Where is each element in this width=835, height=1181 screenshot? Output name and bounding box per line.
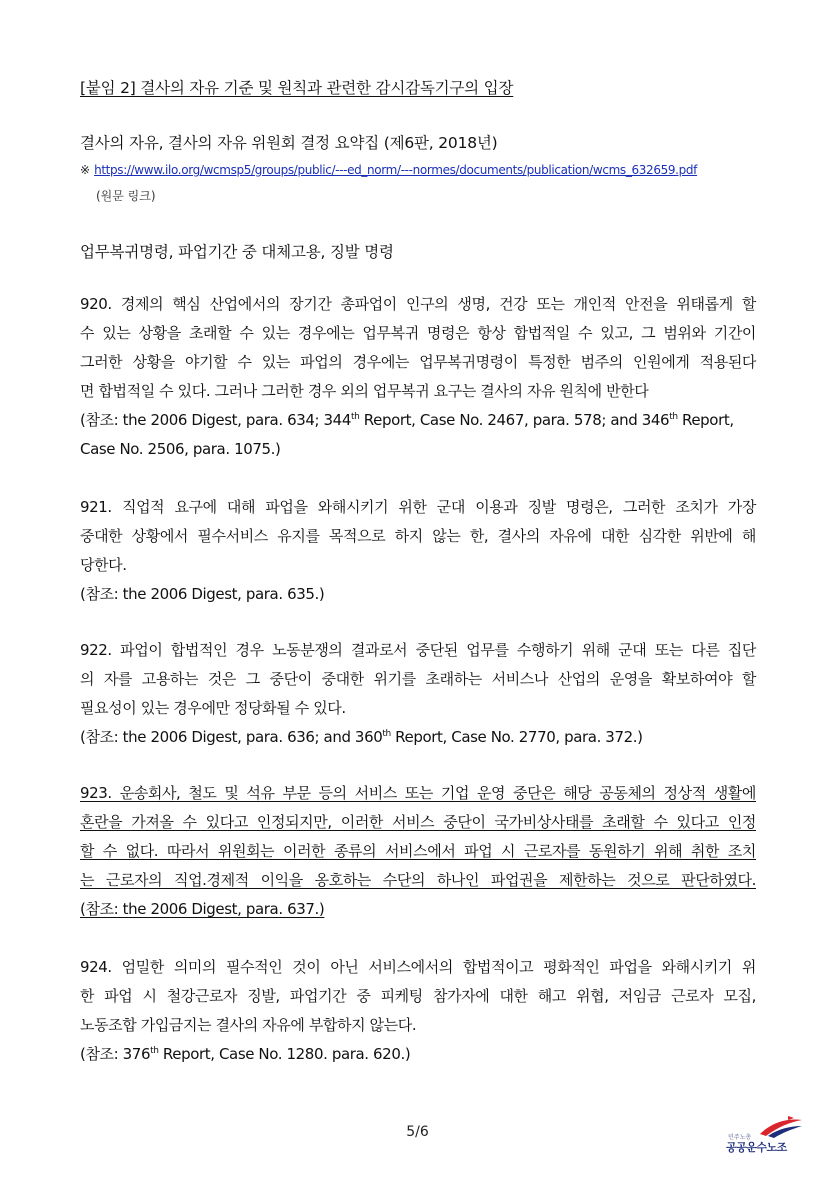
paragraph-line: 924. 엄밀한 의미의 필수적인 것이 아닌 서비스에서의 합법적이고 평화적인 파업을 와해시키기 위: [80, 958, 756, 976]
reference-citation: (참조: 376th Report, Case No. 1280. para. 620.): [80, 1045, 411, 1063]
reference-citation: (참조: the 2006 Digest, para. 637.): [80, 900, 325, 918]
logo-main-text: 공공운수노조: [726, 1141, 787, 1154]
paragraph-line: 면 합법적일 수 있다. 그러나 그러한 경우 외의 업무복귀 요구는 결사의 자유 원칙에 반한다: [80, 382, 649, 400]
union-logo: [722, 1112, 806, 1156]
section-title: 업무복귀명령, 파업기간 중 대체고용, 징발 명령: [80, 243, 394, 261]
paragraph-line: 할 수 없다. 따라서 위원회는 이러한 종류의 서비스에서 파업 시 근로자를 동원하기 위해 취한 조치: [80, 842, 756, 860]
paragraph-920: [80, 290, 756, 464]
reference-citation-cont: Case No. 2506, para. 1075.): [80, 440, 281, 458]
paragraph-line: 921. 직업적 요구에 대해 파업을 와해시키기 위한 군대 이용과 징발 명령은, 그러한 조치가 가장: [80, 498, 756, 516]
logo-small-text: 민주노총: [728, 1134, 752, 1141]
paragraph-923: [80, 779, 756, 924]
paragraph-line: 필요성이 있는 경우에만 정당화될 수 있다.: [80, 699, 346, 717]
paragraph-922: [80, 636, 756, 752]
logo-swoosh-icon: [758, 1114, 804, 1138]
source-link[interactable]: https://www.ilo.org/wcmsp5/groups/public/---ed_norm/---normes/documents/publication/wcms_632659.pdf: [94, 163, 698, 177]
source-note: (원문 링크): [96, 189, 156, 203]
paragraph-line: 는 근로자의 직업.경제적 이익을 옹호하는 수단의 하나인 파업권을 제한하는 것으로 판단하였다.: [80, 871, 756, 889]
paragraph-line: 920. 경제의 핵심 산업에서의 장기간 총파업이 인구의 생명, 건강 또는 개인적 안전을 위태롭게 할: [80, 295, 756, 313]
paragraph-921: [80, 493, 756, 609]
paragraph-line: 중대한 상황에서 필수서비스 유지를 목적으로 하지 않는 한, 결사의 자유에 대한 심각한 위반에 해: [80, 527, 756, 545]
paragraph-924: [80, 953, 756, 1069]
paragraph-line: 혼란을 가져올 수 있다고 인정되지만, 이러한 서비스 중단이 국가비상사태를 초래할 수 있다고 인정: [80, 813, 756, 831]
reference-citation: (참조: the 2006 Digest, para. 636; and 360th Report, Case No. 2770, para. 372.): [80, 728, 643, 746]
reference-citation: (참조: the 2006 Digest, para. 635.): [80, 585, 325, 603]
paragraph-line: 한 파업 시 철강근로자 징발, 파업기간 중 피케팅 참가자에 대한 해고 위협, 저임금 근로자 모집,: [80, 987, 756, 1005]
paragraph-line: 수 있는 상황을 초래할 수 있는 경우에는 업무복귀 명령은 항상 합법적일 수 있고, 그 범위와 기간이: [80, 324, 756, 342]
paragraph-line: 923. 운송회사, 철도 및 석유 부문 등의 서비스 또는 기업 운영 중단은 해당 공동체의 정상적 생활에: [80, 784, 756, 802]
document-subtitle: 결사의 자유, 결사의 자유 위원회 결정 요약집 (제6판, 2018년): [80, 134, 498, 152]
paragraph-line: 의 자를 고용하는 것은 그 중단이 중대한 위기를 초래하는 서비스나 산업의 운영을 확보하여야 할: [80, 670, 756, 688]
paragraph-line: 노동조합 가입금지는 결사의 자유에 부합하지 않는다.: [80, 1016, 417, 1034]
reference-mark: ※: [80, 163, 91, 177]
reference-citation: (참조: the 2006 Digest, para. 634; 344th Report, Case No. 2467, para. 578; and 346th Report,: [80, 411, 734, 429]
paragraph-line: 당한다.: [80, 556, 127, 574]
paragraph-line: 그러한 상황을 야기할 수 있는 파업의 경우에는 업무복귀명령이 특정한 범주의 인원에게 적용된다: [80, 353, 756, 371]
source-line: [80, 163, 697, 177]
page-number: 5/6: [406, 1124, 429, 1140]
paragraph-line: 922. 파업이 합법적인 경우 노동분쟁의 결과로서 중단된 업무를 수행하기 위해 군대 또는 다른 집단: [80, 641, 756, 659]
attachment-heading: [붙임 2] 결사의 자유 기준 및 원칙과 관련한 감시감독기구의 입장: [80, 79, 514, 97]
